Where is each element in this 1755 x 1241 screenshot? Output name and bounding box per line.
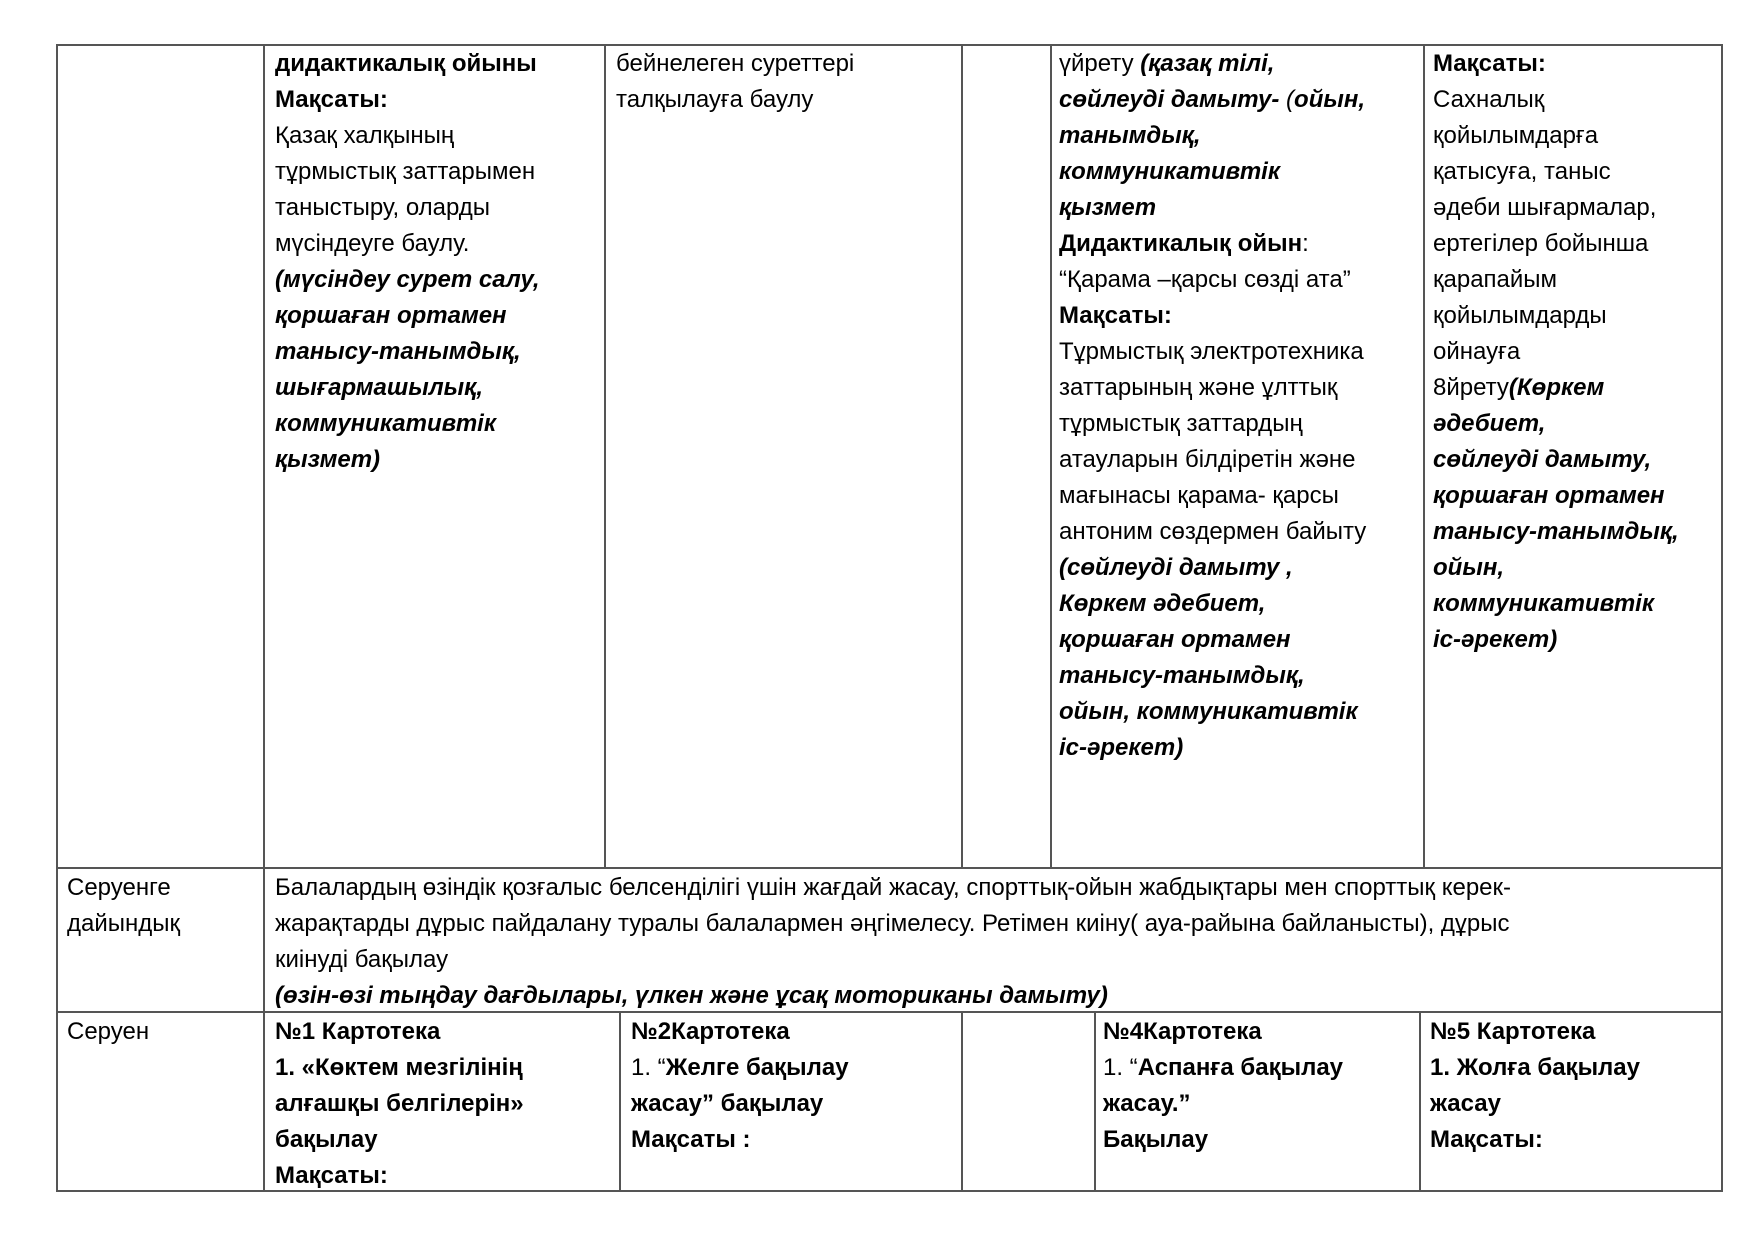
text-line [1059, 694, 1366, 730]
text-run: ойын, [1294, 86, 1366, 113]
text-run: (сөйлеуді дамыту , [1059, 554, 1293, 581]
text-run: тұрмыстық заттардың [1059, 410, 1303, 437]
text-run: ( [1279, 86, 1295, 113]
label-column-divider [263, 44, 265, 1192]
text-line: тұрмыстық заттарымен [275, 158, 536, 185]
row3-cell-3 [631, 1014, 849, 1158]
text-line [1059, 298, 1366, 334]
text-line [1433, 190, 1679, 226]
text-line [1059, 730, 1366, 766]
text-line: коммуникативтік [275, 410, 496, 437]
text-line [1059, 262, 1366, 298]
text-run: №2Картотека [631, 1018, 790, 1045]
text-line [1433, 262, 1679, 298]
text-run: қызмет [1059, 194, 1157, 221]
text-line [1103, 1050, 1343, 1086]
text-run: әдебиет, [1433, 410, 1546, 437]
row3-cell-5 [1103, 1014, 1343, 1158]
text-run: Мақсаты: [1059, 302, 1172, 329]
text-run: іс-әрекет) [1433, 626, 1558, 653]
text-run: ертегілер бойынша [1433, 230, 1649, 257]
text-line [1433, 442, 1679, 478]
text-run: қоршаған ортамен [1059, 626, 1291, 653]
row1-divider-d [1423, 44, 1425, 869]
text-line: қызмет) [275, 446, 381, 473]
text-line [1433, 154, 1679, 190]
text-line [1433, 82, 1679, 118]
text-run: жасау” бақылау [631, 1090, 824, 1117]
text-run: “Қарама –қарсы сөзді ата” [1059, 266, 1351, 293]
text-line: (мүсіндеу сурет салу, [275, 266, 540, 293]
text-run: іс-әрекет) [1059, 734, 1184, 761]
text-run: Көркем әдебиет, [1059, 590, 1266, 617]
text-line [1433, 226, 1679, 262]
text-line [1433, 586, 1679, 622]
text-run: Дидактикалық ойын [1059, 230, 1303, 257]
text-line [1103, 1086, 1343, 1122]
card-1-line-2: 1. «Көктем мезгілінің [275, 1054, 523, 1081]
card-5-line-3: жасау [1430, 1090, 1501, 1117]
text-line [1433, 406, 1679, 442]
text-line [1433, 550, 1679, 586]
text-run: 1. “ [631, 1054, 666, 1081]
text-line [1433, 334, 1679, 370]
text-run: сөйлеуді дамыту- [1059, 86, 1280, 113]
text-run: Аспанға бақылау [1137, 1054, 1344, 1081]
row2-content [275, 870, 1511, 1014]
text-run: әдеби шығармалар, [1433, 194, 1657, 221]
text-run: қойылымдарға [1433, 122, 1599, 149]
row1-cell-6 [1433, 46, 1679, 658]
text-line [1059, 550, 1366, 586]
text-run: қатысуға, таныс [1433, 158, 1611, 185]
text-run: Бақылау [1103, 1126, 1209, 1153]
row3-divider-d [1419, 1011, 1421, 1192]
row-divider-1 [56, 867, 1723, 869]
row1-cell-5 [1059, 46, 1366, 766]
row1-cell-2 [275, 46, 540, 478]
text-run: коммуникативтік [1433, 590, 1654, 617]
text-line [1059, 154, 1366, 190]
text-line: Мақсаты: [275, 86, 388, 113]
text-line [1059, 46, 1366, 82]
text-line [631, 1122, 849, 1158]
text-line [1433, 514, 1679, 550]
text-line: Қазақ халқының [275, 122, 455, 149]
text-line [1059, 658, 1366, 694]
text-line [1059, 406, 1366, 442]
table-left-border [56, 44, 58, 1192]
text-line: киінуді бақылау [275, 946, 449, 973]
text-run: Мақсаты : [631, 1126, 751, 1153]
text-run: : [1302, 230, 1309, 257]
text-run: Мақсаты: [1433, 50, 1546, 77]
text-run: заттарының және ұлттық [1059, 374, 1338, 401]
text-line: шығармашылық, [275, 374, 483, 401]
text-run: үйрету [1059, 50, 1141, 77]
text-run: жасау.” [1103, 1090, 1191, 1117]
text-run: атауларын білдіретін және [1059, 446, 1356, 473]
text-line [1433, 478, 1679, 514]
row1-cell-3 [616, 46, 854, 118]
card-1-line-4: бақылау [275, 1126, 378, 1153]
row3-cell-6 [1430, 1014, 1640, 1158]
text-line: танысу-танымдық, [275, 338, 521, 365]
text-line [1433, 118, 1679, 154]
text-line [631, 1014, 849, 1050]
text-run: Тұрмыстық электротехника [1059, 338, 1364, 365]
row3-label-text: Серуен [67, 1018, 150, 1045]
text-run: мағынасы қарама- қарсы [1059, 482, 1339, 509]
text-line [1059, 370, 1366, 406]
text-line [1059, 442, 1366, 478]
row1-divider-b [961, 44, 963, 869]
text-line [1059, 478, 1366, 514]
text-line [1059, 622, 1366, 658]
card-1-goal-label: Мақсаты: [275, 1162, 388, 1189]
text-run: №4Картотека [1103, 1018, 1262, 1045]
text-line [631, 1050, 849, 1086]
text-line: таныстыру, оларды [275, 194, 491, 221]
row2-label-line-2: дайындық [67, 910, 181, 937]
table-right-border [1721, 44, 1723, 1192]
text-line [1059, 118, 1366, 154]
card-1-title: №1 Картотека [275, 1018, 441, 1045]
text-run: 8йрету [1433, 374, 1509, 401]
card-5-line-2: 1. Жолға бақылау [1430, 1054, 1640, 1081]
text-run: антоним сөздермен байыту [1059, 518, 1367, 545]
text-line [1059, 190, 1366, 226]
text-line [1059, 82, 1366, 118]
row3-divider-c [1094, 1011, 1096, 1192]
text-line [1433, 622, 1679, 658]
text-run: танымдық, [1059, 122, 1201, 149]
text-line [1433, 46, 1679, 82]
row2-label-line-1: Серуенге [67, 874, 171, 901]
card-5-goal-label: Мақсаты: [1430, 1126, 1543, 1153]
text-run: Сахналық [1433, 86, 1545, 113]
row1-divider-a [604, 44, 606, 869]
text-line: дидактикалық ойыны [275, 50, 537, 77]
row3-label [67, 1014, 149, 1050]
text-run: қарапайым [1433, 266, 1558, 293]
text-line: бейнелеген суреттері [616, 50, 855, 77]
card-5-title: №5 Картотека [1430, 1018, 1596, 1045]
row3-divider-b [961, 1011, 963, 1192]
text-line [1059, 226, 1366, 262]
text-run: 1. “ [1103, 1054, 1138, 1081]
row2-label [67, 870, 180, 942]
text-line [1103, 1014, 1343, 1050]
card-1-line-3: алғашқы белгілерін» [275, 1090, 524, 1117]
text-line [1433, 370, 1679, 406]
text-run: танысу-танымдық, [1059, 662, 1305, 689]
text-run: қойылымдарды [1433, 302, 1607, 329]
text-run: (қазақ тілі, [1140, 50, 1275, 77]
text-line: жарақтарды дұрыс пайдалану туралы балалармен әңгімелесу. Ретімен киіну( ауа-райына байланысты), дұрыс [275, 910, 1510, 937]
text-run: ойын, [1433, 554, 1504, 581]
text-line: қоршаған ортамен [275, 302, 507, 329]
text-line [1059, 334, 1366, 370]
text-line: (өзін-өзі тыңдау дағдылары, үлкен және ұсақ моториканы дамыту) [275, 982, 1108, 1009]
text-run: Желге бақылау [665, 1054, 849, 1081]
text-run: ойнауға [1433, 338, 1521, 365]
text-line [1433, 298, 1679, 334]
text-run: қоршаған ортамен [1433, 482, 1665, 509]
text-line: Балалардың өзіндік қозғалыс белсенділігі үшін жағдай жасау, спорттық-ойын жабдықтары мен спорттық керек- [275, 874, 1511, 901]
text-line: талқылауға баулу [616, 86, 814, 113]
row3-divider-a [619, 1011, 621, 1192]
text-run: ойын, коммуникативтік [1059, 698, 1358, 725]
text-line [1103, 1122, 1343, 1158]
text-line [1059, 586, 1366, 622]
text-line [1059, 514, 1366, 550]
text-run: коммуникативтік [1059, 158, 1280, 185]
row3-cell-2 [275, 1014, 524, 1194]
text-line: мүсіндеуге баулу. [275, 230, 470, 257]
text-run: (Көркем [1508, 374, 1605, 401]
text-run: танысу-танымдық, [1433, 518, 1679, 545]
text-run: сөйлеуді дамыту, [1433, 446, 1652, 473]
text-line [631, 1086, 849, 1122]
row1-divider-c [1050, 44, 1052, 869]
